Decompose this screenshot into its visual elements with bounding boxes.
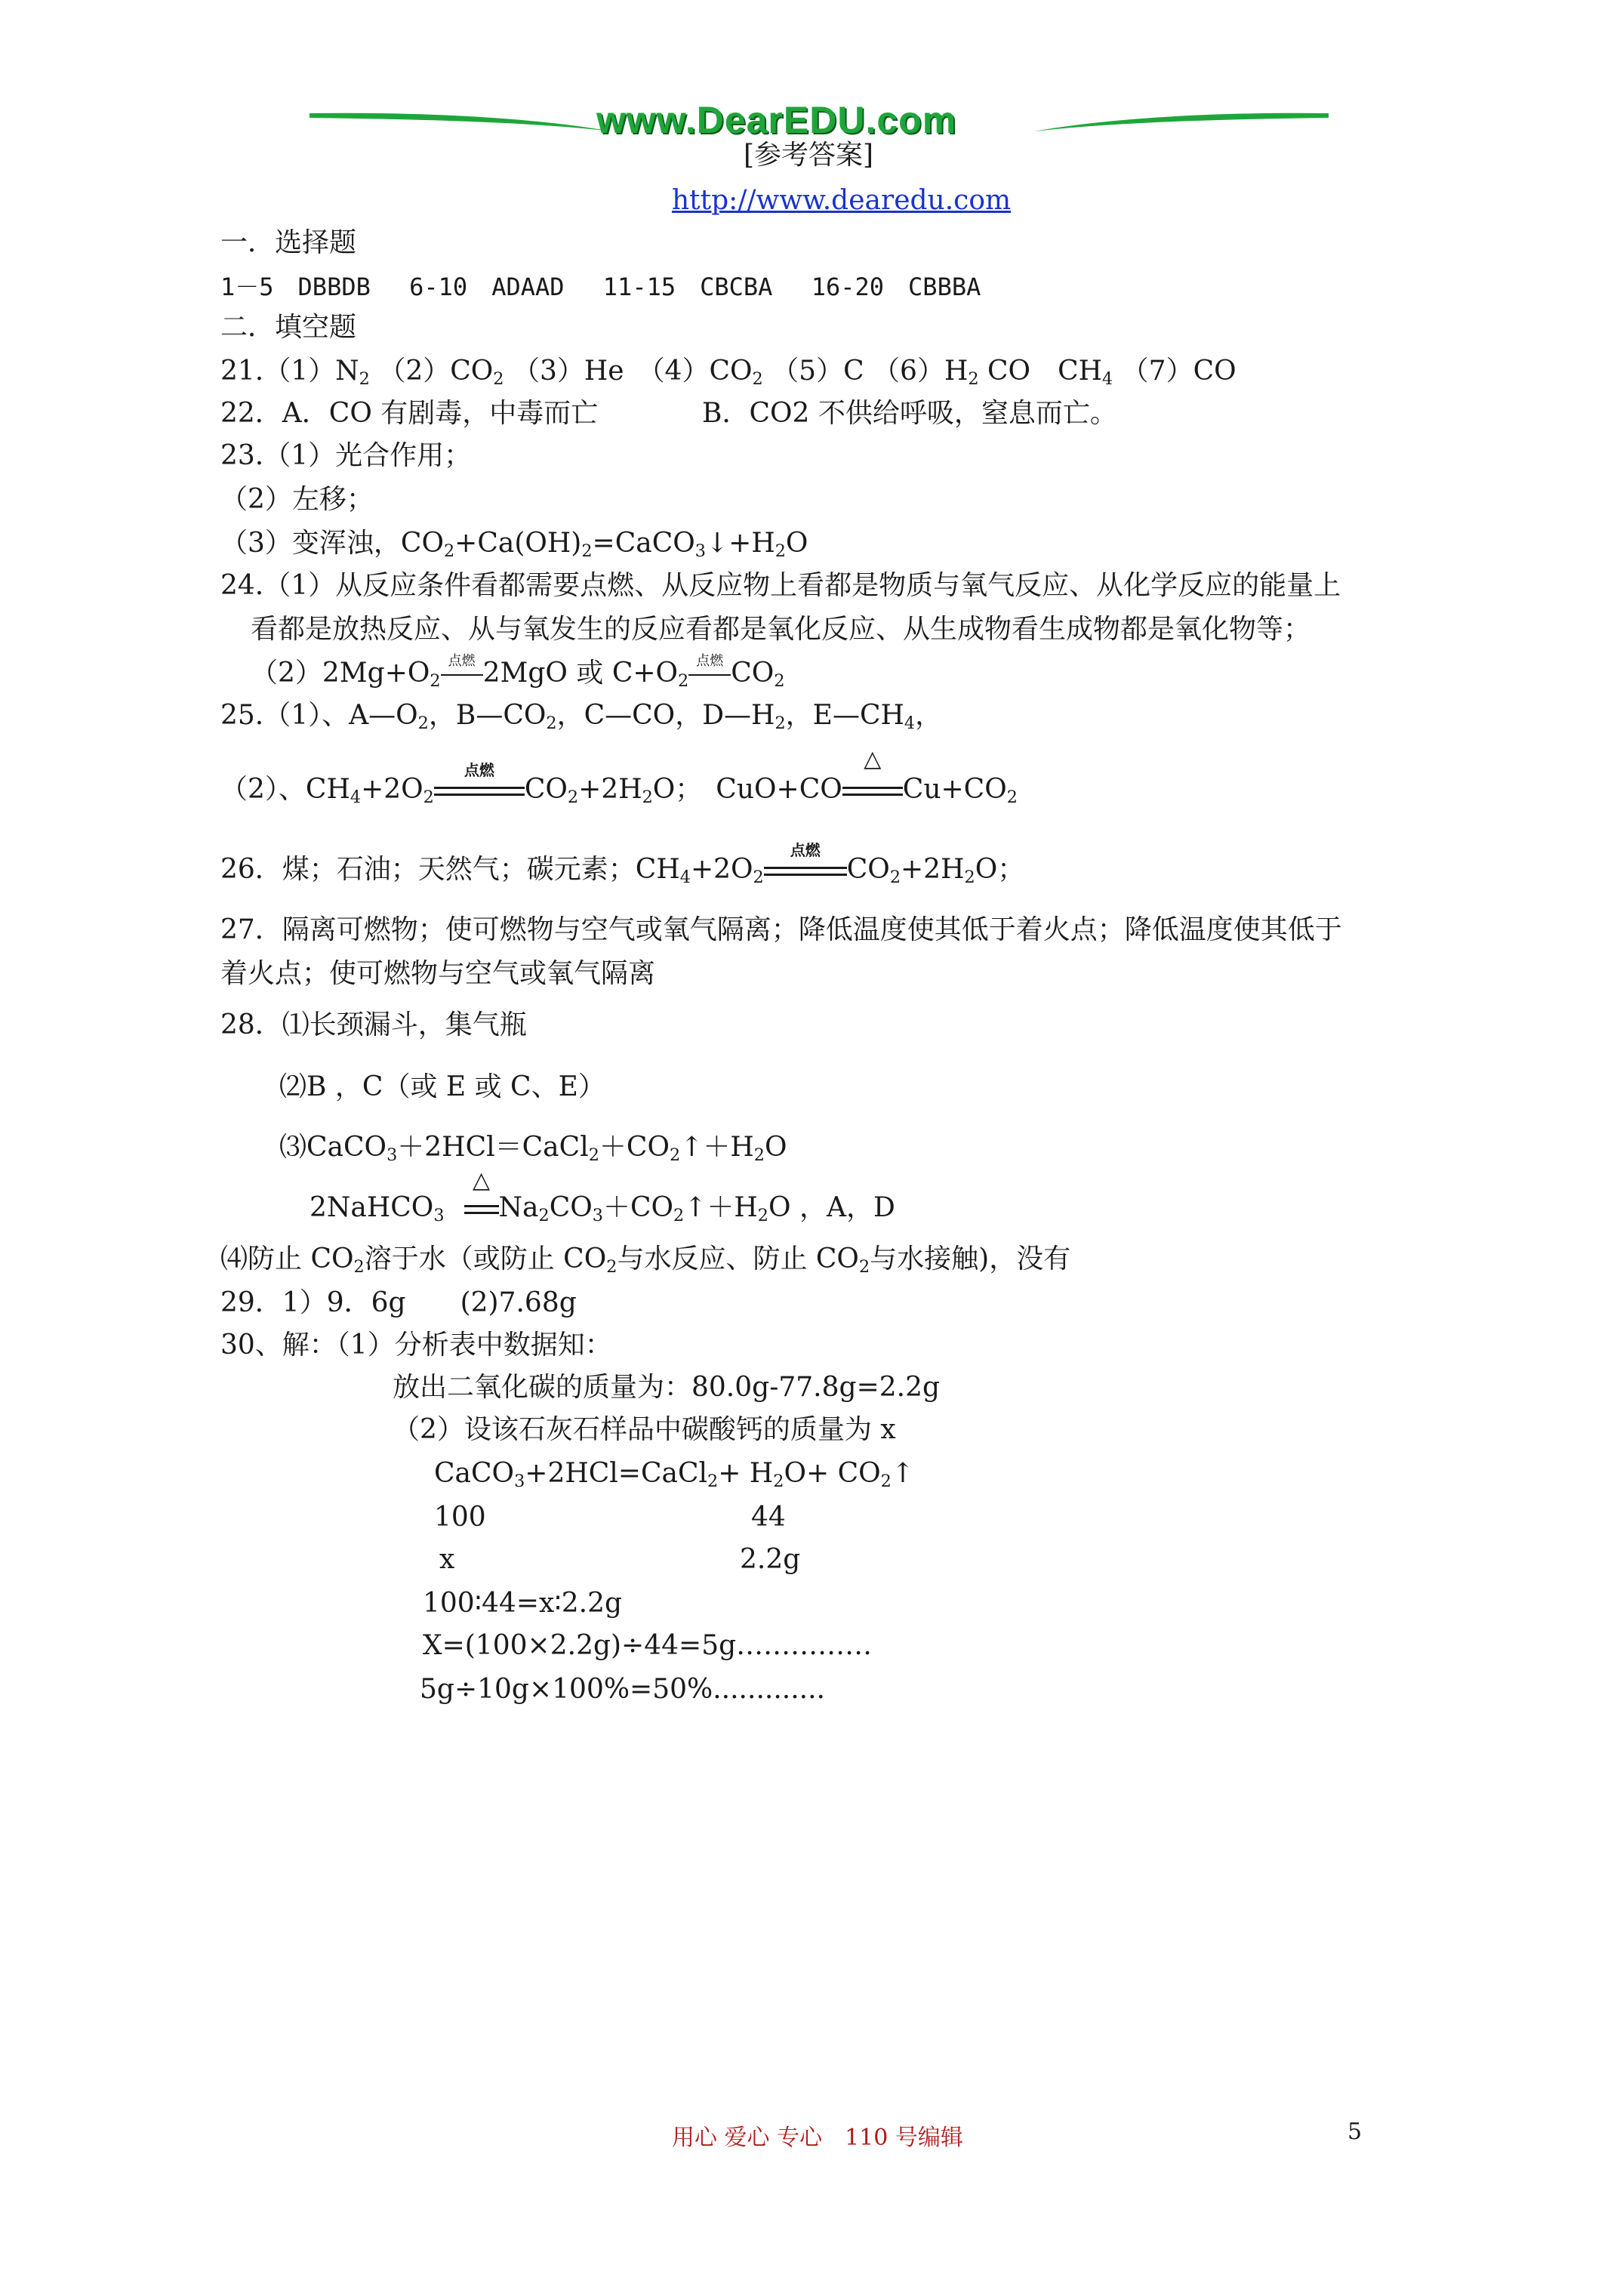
- answer-29: 29．1）9．6g (2)7.68g: [220, 1287, 577, 1318]
- answer-30-row1-right: 44: [751, 1502, 786, 1533]
- reaction-arrow: [688, 653, 731, 690]
- answer-30-row2-right: 2.2g: [740, 1544, 801, 1575]
- text: ＋CO: [599, 1132, 670, 1163]
- text: ，B—CO: [428, 700, 547, 731]
- text: +2O: [361, 774, 423, 805]
- reaction-arrow: [464, 1167, 499, 1225]
- text: O: [785, 528, 808, 559]
- sub: 2: [423, 787, 434, 808]
- q21-prefix: 21.: [220, 356, 264, 387]
- text: （2）、CH: [220, 774, 350, 805]
- q21-sub: 2: [493, 369, 504, 390]
- q21-part: （7）CO: [1113, 356, 1236, 387]
- section-choice-title: 一．选择题: [220, 227, 357, 258]
- reaction-arrow: [764, 841, 847, 886]
- answer-21: [220, 355, 1236, 388]
- q21-part: CO CH: [978, 356, 1103, 387]
- sub: 2: [753, 1145, 765, 1166]
- sub: 2: [443, 541, 455, 562]
- text: O ，A，D: [768, 1192, 895, 1223]
- text: 2NaHCO: [310, 1192, 434, 1223]
- text: ↑: [891, 1458, 915, 1489]
- text: ⑶CaCO: [279, 1132, 387, 1163]
- answer-30-2: 放出二氧化碳的质量为：80.0g-77.8g=2.2g: [393, 1372, 941, 1403]
- text: +2H: [901, 854, 965, 885]
- text: CO: [731, 658, 775, 689]
- sub: 2: [707, 1472, 719, 1492]
- text: CO: [524, 774, 568, 805]
- sub: 2: [669, 1145, 681, 1166]
- answer-28-1: 28．⑴长颈漏斗，集气瓶: [220, 1009, 527, 1040]
- answer-30-percent: 5g÷10g×100%=50%.............: [420, 1674, 825, 1705]
- text: ↑＋H: [680, 1132, 754, 1163]
- text: =CaCO: [592, 528, 695, 559]
- reaction-bar: [842, 787, 903, 796]
- sub: 2: [353, 1257, 365, 1277]
- sub: 4: [350, 787, 362, 808]
- sub: 2: [642, 787, 653, 808]
- sub: 4: [904, 713, 916, 734]
- answer-30-equation: [434, 1457, 914, 1490]
- page-number: 5: [1347, 2119, 1363, 2145]
- q21-part: （3）He （4）CO: [504, 356, 753, 387]
- answer-24-3: [251, 653, 785, 692]
- answer-22b: B．CO2 不供给呼吸，窒息而亡。: [702, 398, 1117, 429]
- text: 2MgO 或 C+O: [482, 658, 679, 689]
- sub: 2: [858, 1257, 870, 1277]
- condition: 点燃: [790, 841, 821, 859]
- sub: 2: [417, 713, 429, 734]
- answer-30-3: （2）设该石灰石样品中碳酸钙的质量为 x: [393, 1414, 896, 1445]
- q21-part: （5）C （6）H: [762, 356, 969, 387]
- reaction-arrow: [842, 746, 903, 806]
- sub: 2: [753, 868, 764, 888]
- text: ⑷防止 CO: [220, 1244, 354, 1274]
- sub: 2: [538, 1206, 550, 1226]
- sub: 3: [433, 1206, 445, 1226]
- answer-24-1: 24.（1）从反应条件看都需要点燃、从反应物上看都是物质与氧气反应、从化学反应的能量上: [220, 570, 1341, 601]
- reaction-bar: [764, 867, 847, 876]
- sub: 2: [673, 1206, 685, 1226]
- sub: 2: [678, 671, 689, 692]
- sub: 2: [889, 868, 901, 888]
- text: ↓+H: [705, 528, 775, 559]
- reaction-bar: [464, 1205, 499, 1214]
- text: 26．煤；石油；天然气；碳元素；CH: [220, 854, 680, 885]
- condition: 点燃: [463, 761, 494, 779]
- sub: 3: [387, 1145, 398, 1166]
- section-fill-title: 二．填空题: [220, 312, 357, 343]
- footer-text: 用心 爱心 专心 110 号编辑: [672, 2125, 963, 2151]
- answer-30-row1-left: 100: [434, 1502, 486, 1533]
- text: + H: [718, 1458, 774, 1489]
- sub: 2: [775, 713, 786, 734]
- sub: 2: [964, 868, 975, 888]
- sub: 3: [592, 1206, 603, 1226]
- heat-symbol: △: [472, 1167, 491, 1194]
- header-swoosh-right: [1034, 106, 1329, 136]
- sub: 2: [581, 541, 593, 562]
- heat-symbol: △: [864, 746, 882, 772]
- text: CO: [549, 1192, 593, 1223]
- answer-30-1: 30、解：（1）分析表中数据知：: [220, 1330, 612, 1361]
- text: +2HCl=CaCl: [525, 1458, 708, 1489]
- q21-sub: 2: [752, 369, 763, 390]
- sub: 2: [773, 1472, 784, 1492]
- condition: 点燃: [448, 653, 476, 669]
- reaction-arrow: [434, 761, 525, 806]
- answer-23-3: [220, 527, 808, 560]
- text: O；: [975, 854, 1025, 885]
- answer-22a: 22．A．CO 有剧毒，中毒而亡: [220, 398, 599, 429]
- text: 溶于水（或防止 CO: [364, 1244, 607, 1274]
- text: 与水接触)，没有: [870, 1244, 1071, 1274]
- q21-part: （1）N: [263, 356, 359, 387]
- answer-23-1: 23.（1）光合作用；: [220, 440, 472, 471]
- text: +Ca(OH): [454, 528, 582, 559]
- choice-answers: 1－5 DBBDB 6-10 ADAAD 11-15 CBCBA 16-20 CBBBA: [220, 273, 981, 301]
- sub: 2: [567, 787, 579, 808]
- page-subtitle: [参考答案]: [744, 140, 874, 171]
- answer-26: [220, 841, 1025, 888]
- reaction-arrow: [441, 653, 483, 690]
- answer-28-2: ⑵B ，C（或 E 或 C、E）: [279, 1071, 605, 1102]
- text: （3）变浑浊，CO: [220, 528, 444, 559]
- sub: 2: [606, 1257, 617, 1277]
- text: 与水反应、防止 CO: [617, 1244, 859, 1274]
- answer-28-3: [279, 1131, 787, 1164]
- answer-28-4: [310, 1167, 895, 1226]
- sub: 4: [679, 868, 691, 888]
- sub: 2: [588, 1145, 599, 1166]
- site-logo[interactable]: www.DearEDU.com: [596, 99, 957, 141]
- answer-30-ratio: 100∶44=x∶2.2g: [423, 1588, 623, 1619]
- sub: 2: [1006, 787, 1018, 808]
- answer-25-2: [220, 746, 1018, 808]
- q21-sub: 4: [1102, 369, 1113, 390]
- header-swoosh-left: [310, 106, 611, 136]
- condition: 点燃: [696, 653, 724, 669]
- text: ＋2HCl＝CaCl: [397, 1132, 589, 1163]
- sub: 3: [694, 541, 706, 562]
- text: ↑＋H: [684, 1192, 758, 1223]
- answer-25-1: [220, 699, 942, 732]
- sub: 2: [880, 1472, 892, 1492]
- q21-sub: 2: [968, 369, 979, 390]
- site-link[interactable]: http://www.dearedu.com: [672, 185, 1012, 216]
- text: O: [764, 1132, 787, 1163]
- text: CaCO: [434, 1458, 515, 1489]
- sub: 2: [757, 1206, 768, 1226]
- answer-30-row2-left: x: [439, 1544, 455, 1575]
- sub: 2: [546, 713, 557, 734]
- text: +2O: [690, 854, 753, 885]
- answer-27-1: 27．隔离可燃物；使可燃物与空气或氧气隔离；降低温度使其低于着火点；降低温度使其低于: [220, 914, 1342, 945]
- text: Na: [498, 1192, 539, 1223]
- sub: 2: [774, 671, 785, 692]
- text: ＋CO: [602, 1192, 674, 1223]
- text: ，C—CO，D—H: [556, 700, 775, 731]
- answer-27-2: 着火点；使可燃物与空气或氧气隔离: [220, 958, 656, 989]
- text: ，E—CH: [785, 700, 904, 731]
- answer-28-5: [220, 1243, 1070, 1276]
- answer-23-2: （2）左移；: [220, 484, 374, 515]
- text: +2H: [578, 774, 642, 805]
- text: O； CuO+CO: [652, 774, 842, 805]
- text: CO: [846, 854, 890, 885]
- q21-part: （2）CO: [369, 356, 494, 387]
- text: O+ CO: [784, 1458, 881, 1489]
- text: 25.（1）、A—O: [220, 700, 418, 731]
- reaction-bar: [434, 787, 525, 796]
- answer-30-solve: X=(100×2.2g)÷44=5g……………: [423, 1630, 873, 1661]
- text: Cu+CO: [902, 774, 1007, 805]
- sub: 2: [775, 541, 786, 562]
- sub: 2: [430, 671, 441, 692]
- text: ，: [915, 700, 943, 731]
- answer-24-2: 看都是放热反应、从与氧发生的反应看都是氧化反应、从生成物看生成物都是氧化物等；: [251, 614, 1311, 645]
- q21-sub: 2: [359, 369, 370, 390]
- sub: 3: [514, 1472, 525, 1492]
- text: （2）2Mg+O: [251, 658, 430, 689]
